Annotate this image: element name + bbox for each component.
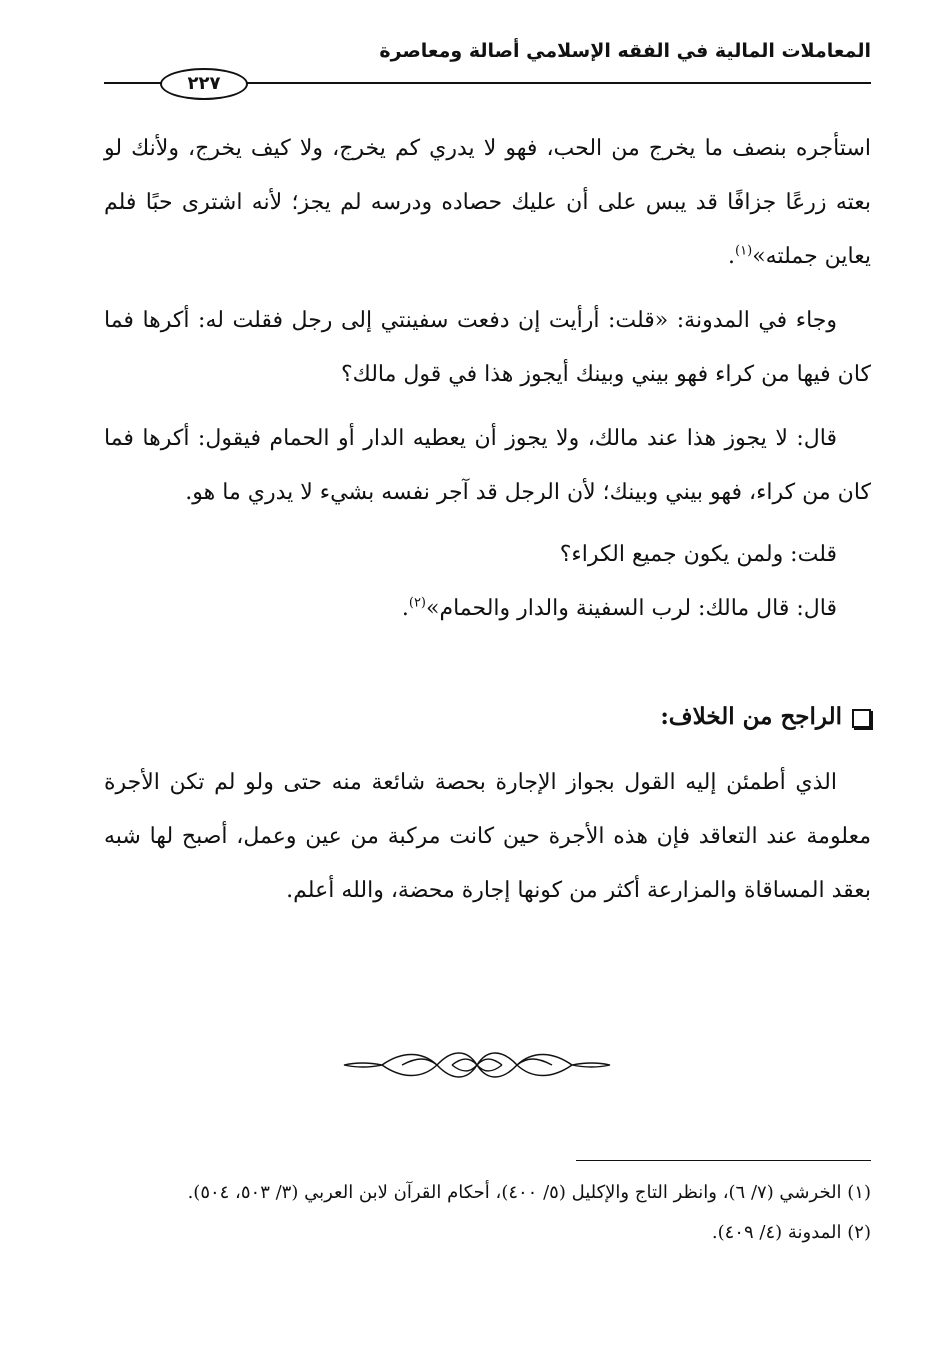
footnote-ref-1: (١)	[735, 243, 753, 259]
paragraph-3: قال: لا يجوز هذا عند مالك، ولا يجوز أن يعطيه الدار أو الحمام فيقول: أكرها فما كان من كراء، فهو بيني وبينك؛ لأن الرجل قد آجر نفسه بشيء لا يدري ما هو.	[104, 426, 871, 505]
paragraph-2: وجاء في المدونة: «قلت: أرأيت إن دفعت سفينتي إلى رجل فقلت له: أكرها فما كان فيها من كراء فهو بيني وبينك أيجوز هذا في قول مالك؟	[104, 308, 871, 387]
paragraph-5: قال: قال مالك: لرب السفينة والدار والحمام»$^{(٢)}$.	[401, 595, 837, 621]
paragraph-1-text: استأجره بنصف ما يخرج من الحب، فهو لا يدري كم يخرج، ولا كيف يخرج، ولأنك لو بعته زرعًا جزافًا قد يبس على أن عليك حصاده ودرسه لم يجز؛ لأنه اشترى حبًا فلم يعاين جملته»	[104, 136, 871, 269]
footnotes	[104, 1176, 871, 1256]
paragraph-5-text: قال: قال مالك: لرب السفينة والدار والحمام»	[426, 596, 837, 621]
square-bullet-icon	[852, 709, 871, 728]
ornament-divider-icon	[342, 1045, 612, 1085]
main-text-upper	[104, 122, 871, 636]
paragraph-4: قلت: ولمن يكون جميع الكراء؟	[559, 542, 837, 567]
page-number: ٢٢٧	[160, 68, 248, 100]
paragraph-6: الذي أطمئن إليه القول بجواز الإجارة بحصة شائعة منه حتى ولو لم تكن الأجرة معلومة عند التعاقد فإن هذه الأجرة حين كانت مركبة من عين وعمل، أصبح لها شبه بعقد المساقاة والمزارعة أكثر من كونها إجارة محضة، والله أعلم.	[104, 770, 871, 903]
section-heading-text: الراجح من الخلاف:	[660, 703, 842, 730]
footnote-1: (١) الخرشي (٧/ ٦)، وانظر التاج والإكليل (٥/ ٤٠٠)، أحكام القرآن لابن العربي (٣/ ٥٠٣، ٥٠٤).	[187, 1182, 871, 1203]
footnote-ref-2: (٢)	[408, 595, 426, 611]
main-text-lower	[104, 756, 871, 918]
paragraph-1: استأجره بنصف ما يخرج من الحب، فهو لا يدري كم يخرج، ولا كيف يخرج، ولأنك لو بعته زرعًا جزافًا قد يبس على أن عليك حصاده ودرسه لم يجز؛ لأنه اشترى حبًا فلم يعاين جملته»$^{(١)}$.	[104, 136, 871, 269]
section-heading	[660, 703, 871, 730]
footnote-2: (٢) المدونة (٤/ ٤٠٩).	[711, 1222, 871, 1243]
running-title: المعاملات المالية في الفقه الإسلامي أصالة ومعاصرة	[379, 40, 871, 62]
footnote-separator	[576, 1160, 871, 1161]
